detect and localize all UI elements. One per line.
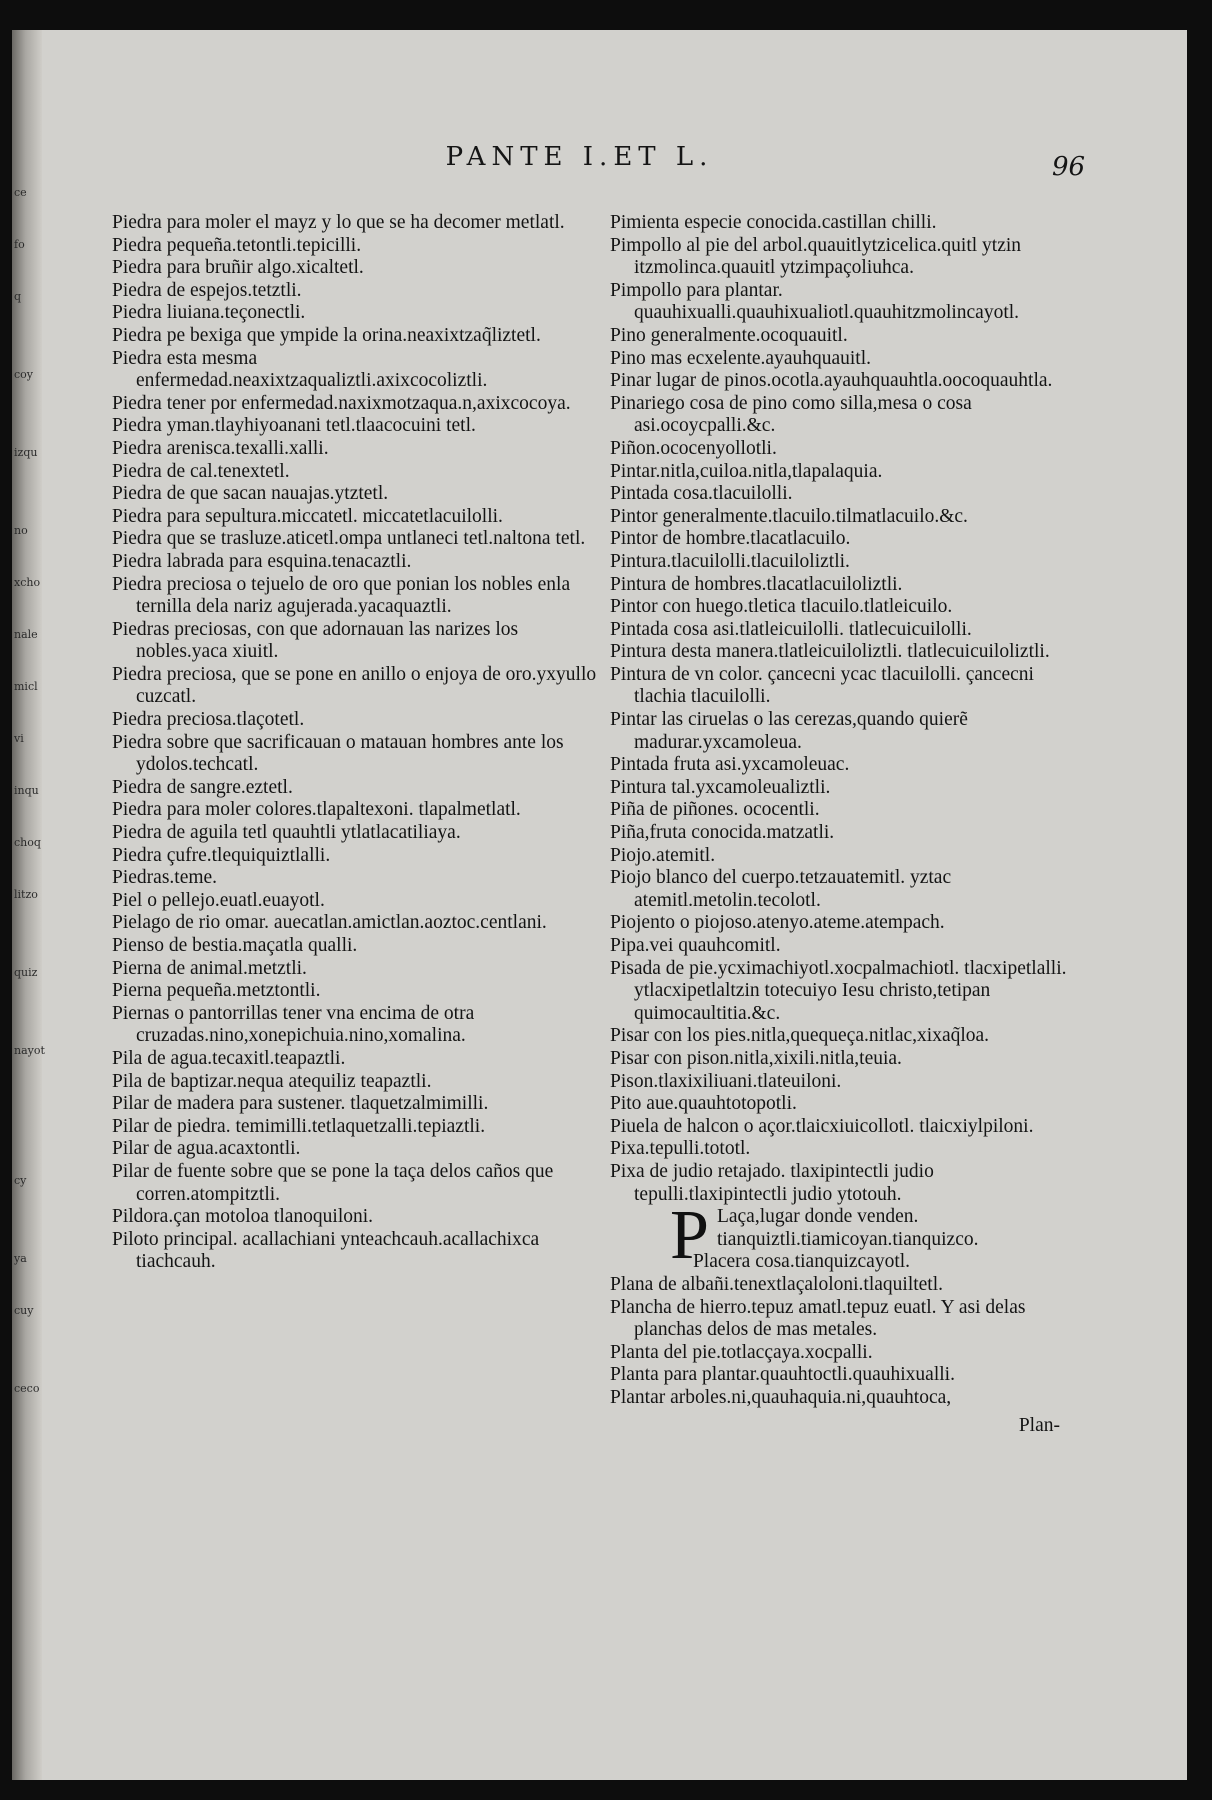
entry: Plantar arboles.ni,quauhaquia.ni,quauhtoca, <box>610 1386 952 1408</box>
facing-page-fragments: ce fo q coy izqu no xcho nale micl vi inqu choq litzo quiz nayot cy ya cuy ceco <box>14 186 45 1395</box>
entry: Piña de piñones. ococentli. <box>610 799 820 821</box>
running-head-title: PANTE I.ET L. <box>445 142 714 172</box>
entry: Pixa de judio retajado. tlaxipintectli judio tepulli.tlaxipintectli judio ytotouh. <box>610 1160 934 1205</box>
entry: Piojento o piojoso.atenyo.ateme.atempach. <box>610 912 945 934</box>
entry: Pierna de animal.metztli. <box>112 957 307 979</box>
entry: Piedra esta mesma enfermedad.neaxixtzaqualiztli.axixcocoliztli. <box>112 347 488 392</box>
entry: Piojo blanco del cuerpo.tetzauatemitl. yztac atemitl.metolin.tecolotl. <box>610 867 952 911</box>
entry: Pisar con pison.nitla,xixili.nitla,teuia. <box>610 1047 902 1069</box>
entry: Pino mas ecxelente.ayauhquauitl. <box>610 347 872 369</box>
entry: Pintura.tlacuilolli.tlacuiloliztli. <box>610 550 850 572</box>
entry: Plana de albañi.tenextlaçaloloni.tlaquiltetl. <box>610 1273 944 1295</box>
entry: Pintada cosa asi.tlatleicuilolli. tlatlecuicuilolli. <box>610 618 972 640</box>
entry: Piedra pe bexiga que ympide la orina.neaxixtzaq̃liztetl. <box>112 324 541 346</box>
entry: Piedra labrada para esquina.tenacaztli. <box>112 550 412 572</box>
entry: Pintor con huego.tletica tlacuilo.tlatleicuilo. <box>610 596 953 618</box>
entry: Piedra pequeña.tetontli.tepicilli. <box>112 234 362 256</box>
right-column <box>610 212 1090 1438</box>
entry: Piojo.atemitl. <box>610 844 716 866</box>
entry: Piel o pellejo.euatl.euayotl. <box>112 889 325 911</box>
entry: Planta para plantar.quauhtoctli.quauhixualli. <box>610 1364 955 1386</box>
section-first-entry-text: Laça,lugar donde venden. tianquiztli.tiamicoyan.tianquizco. <box>716 1206 979 1250</box>
entry: Pintura de vn color. çancecni ycac tlacuilolli. çancecni tlachia tlacuilolli. <box>610 663 1034 708</box>
entry: Piedra preciosa o tejuelo de oro que ponian los nobles enla ternilla dela nariz agujerada.yacaquaztli. <box>112 573 571 618</box>
entry: Piedra para sepultura.miccatetl. miccatetlacuilolli. <box>112 505 503 527</box>
entry: Planta del pie.totlacçaya.xocpalli. <box>610 1341 873 1363</box>
entry: Pilar de fuente sobre que se pone la taça delos caños que corren.atompitztli. <box>112 1160 554 1205</box>
entry: Piloto principal. acallachiani ynteachcauh.acallachixca tiachcauh. <box>112 1228 540 1273</box>
entry: Pilar de agua.acaxtontli. <box>112 1138 301 1160</box>
entry: Pinariego cosa de pino como silla,mesa o cosa asi.ocoycpalli.&c. <box>610 392 972 437</box>
entry: Pintar las ciruelas o las cerezas,quando quierẽ madurar.yxcamoleua. <box>610 709 968 753</box>
entry: Piedra sobre que sacrificauan o matauan hombres ante los ydolos.techcatl. <box>112 731 564 776</box>
drop-cap: P <box>670 1197 709 1275</box>
entry: Pinar lugar de pinos.ocotla.ayauhquauhtla.oocoquauhtla. <box>610 370 1053 392</box>
entry: Piedra para moler el mayz y lo que se ha decomer metlatl. <box>112 212 565 233</box>
entry: Piedra preciosa, que se pone en anillo o enjoya de oro.yxyullo cuzcatl. <box>112 663 597 708</box>
entry: Pintar.nitla,cuiloa.nitla,tlapalaquia. <box>610 460 883 482</box>
entry: Piedra de cal.tenextetl. <box>112 460 290 482</box>
entry: Pintura desta manera.tlatleicuiloliztli. tlatlecuicuiloliztli. <box>610 641 1050 663</box>
entry: Pimpollo al pie del arbol.quauitlytzicelica.quitl ytzin itzmolinca.quauitl ytzimpaçoliuhca. <box>610 234 1022 279</box>
entry: Placera cosa.tianquizcayotl. <box>692 1251 911 1273</box>
left-column <box>112 212 602 1274</box>
entry: Piedras preciosas, con que adornauan las narizes los nobles.yaca xiuitl. <box>112 618 519 663</box>
entry: Piedra de que sacan nauajas.ytztetl. <box>112 483 389 505</box>
entry: Pienso de bestia.maçatla qualli. <box>112 935 358 956</box>
entry: Pildora.çan motoloa tlanoquiloni. <box>112 1206 374 1228</box>
facing-page-edge <box>12 30 45 1780</box>
entry: Pila de baptizar.nequa atequiliz teapaztli. <box>112 1070 432 1092</box>
entry: Piedra yman.tlayhiyoanani tetl.tlaacocuini tetl. <box>112 415 476 437</box>
catchword: Plan- <box>1018 1415 1060 1437</box>
entry: Pimpollo para plantar. quauhixualli.quauhixualiotl.quauhitzmolincayotl. <box>610 279 1020 324</box>
entry: Pintada cosa.tlacuilolli. <box>610 483 793 505</box>
entry: Pito aue.quauhtotopotli. <box>610 1093 797 1115</box>
entry: Piedra preciosa.tlaçotetl. <box>112 709 305 731</box>
entry: Pintada fruta asi.yxcamoleuac. <box>610 754 850 776</box>
entry: Pintura tal.yxcamoleualiztli. <box>610 776 831 798</box>
entry: Piedra çufre.tlequiquiztlalli. <box>112 844 331 866</box>
entry: Plancha de hierro.tepuz amatl.tepuz euatl. Y asi delas planchas delos de mas metales. <box>610 1296 1026 1341</box>
entry: Pino generalmente.ocoquauitl. <box>610 324 848 346</box>
entry: Pipa.vei quauhcomitl. <box>610 935 781 956</box>
entry: Piedra que se trasluze.aticetl.ompa untlaneci tetl.naltona tetl. <box>112 528 586 550</box>
entry: Pintura de hombres.tlacatlacuiloliztli. <box>610 573 903 595</box>
entry: Pilar de madera para sustener. tlaquetzalmimilli. <box>112 1093 489 1115</box>
entry: Piuela de halcon o açor.tlaicxiuicollotl. tlaicxiylpiloni. <box>610 1115 1034 1137</box>
entry: Piedra arenisca.texalli.xalli. <box>112 437 329 459</box>
entry: Piedra tener por enfermedad.naxixmotzaqua.n,axixcocoya. <box>112 392 571 414</box>
entry: Piñon.ococenyollotli. <box>610 437 777 459</box>
entry: Pila de agua.tecaxitl.teapaztli. <box>112 1047 346 1069</box>
entry: Pintor de hombre.tlacatlacuilo. <box>610 528 851 550</box>
entry: Piña,fruta conocida.matzatli. <box>610 822 835 844</box>
entry: Pimienta especie conocida.castillan chilli. <box>610 212 937 233</box>
entry: Pintor generalmente.tlacuilo.tilmatlacuilo.&c. <box>610 505 968 527</box>
entry: Pisar con los pies.nitla,quequeça.nitlac,xixaq̃loa. <box>610 1025 990 1047</box>
entry: Pielago de rio omar. auecatlan.amictlan.aoztoc.centlani. <box>112 912 547 934</box>
entry: Pison.tlaxixiliuani.tlateuiloni. <box>610 1070 842 1092</box>
entry: Pisada de pie.ycximachiyotl.xocpalmachiotl. tlacxipetlalli. ytlacxipetlaltzin totecuiyo Iesu christo,tetipan quimocaultitia.&c. <box>610 957 1067 1024</box>
entry: Piedra de sangre.eztetl. <box>112 776 293 798</box>
entry: Piedra de espejos.tetztli. <box>112 279 302 301</box>
entry: Piedra para moler colores.tlapaltexoni. tlapalmetlatl. <box>112 799 521 821</box>
entry: Pierna pequeña.metztontli. <box>112 980 321 1002</box>
running-head <box>12 142 1187 172</box>
entry: Piedras.teme. <box>112 867 218 889</box>
entry: Piernas o pantorrillas tener vna encima de otra cruzadas.nino,xonepichuia.nino,xomalina. <box>112 1002 475 1047</box>
entry: Pilar de piedra. temimilli.tetlaquetzalli.tepiaztli. <box>112 1115 486 1137</box>
entry: Pixa.tepulli.tototl. <box>610 1138 751 1160</box>
entry: Piedra de aguila tetl quauhtli ytlatlacatiliaya. <box>112 822 461 844</box>
folio-number: 96 <box>1052 152 1086 182</box>
entry: Piedra para bruñir algo.xicaltetl. <box>112 257 364 279</box>
entry: Piedra liuiana.teçonectli. <box>112 302 306 324</box>
book-page <box>12 30 1187 1780</box>
